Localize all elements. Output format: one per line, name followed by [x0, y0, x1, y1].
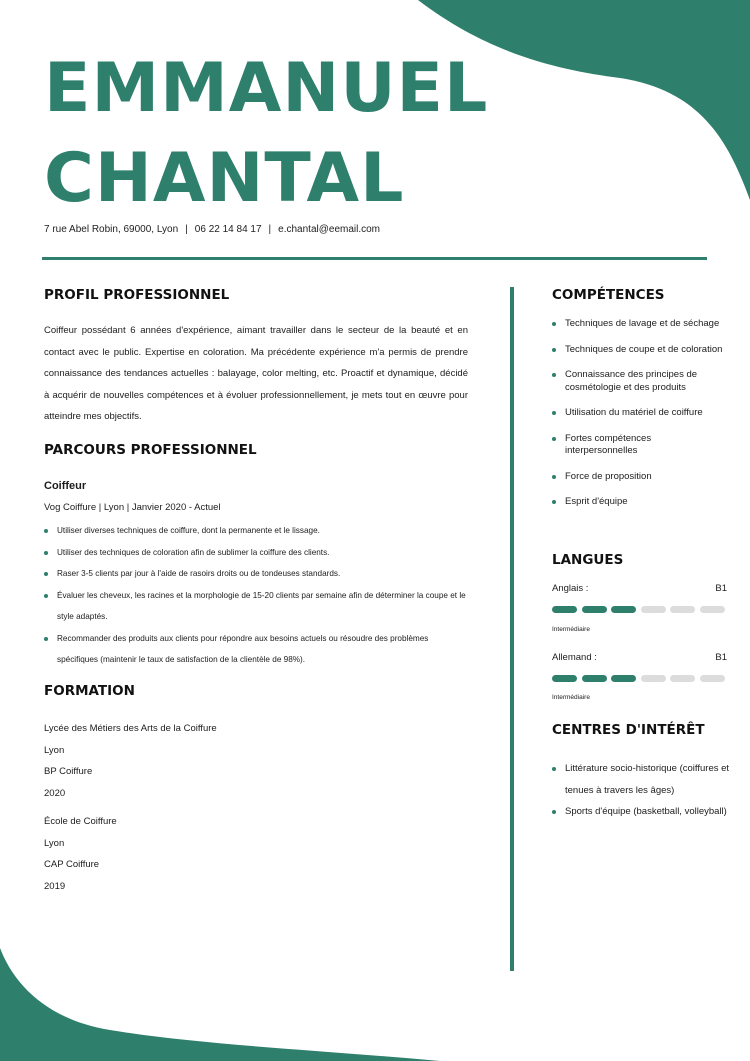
bottom-left-wave: [0, 948, 440, 1061]
job-meta: Vog Coiffure | Lyon | Janvier 2020 - Actuel: [44, 502, 221, 513]
skill-item: Utilisation du matériel de coiffure: [552, 407, 725, 420]
level-dot-filled: [611, 606, 636, 613]
language-level-code: B1: [715, 652, 727, 663]
duty-item: Évaluer les cheveux, les racines et la morphologie de 15-20 clients par semaine afin de déterminer la coupe et le style adaptés.: [44, 585, 468, 628]
level-dot-empty: [670, 675, 695, 682]
contact-separator: |: [268, 224, 272, 235]
level-dot-filled: [552, 675, 577, 682]
interests-heading: CENTRES D'INTÉRÊT: [552, 722, 705, 738]
language-level-label: Intermédiaire: [552, 626, 590, 633]
skills-heading: COMPÉTENCES: [552, 287, 665, 303]
skill-item: Techniques de coupe et de coloration: [552, 344, 725, 357]
skill-item: Force de proposition: [552, 471, 725, 484]
email-link[interactable]: e.chantal@eemail.com: [278, 224, 381, 235]
contact-line: [44, 224, 380, 235]
education-school: École de Coiffure: [44, 816, 117, 827]
experience-heading: PARCOURS PROFESSIONNEL: [44, 442, 257, 458]
level-dot-filled: [611, 675, 636, 682]
duty-item: Utiliser diverses techniques de coiffure, dont la permanente et le lissage.: [44, 520, 468, 542]
level-dot-filled: [552, 606, 577, 613]
education-gap: [44, 804, 217, 811]
language-row-german: [552, 652, 727, 663]
language-name: Allemand :: [552, 652, 597, 663]
job-title: Coiffeur: [44, 480, 87, 492]
education-city: Lyon: [44, 744, 65, 756]
duty-item: Utiliser des techniques de coloration afin de sublimer la coiffure des clients.: [44, 542, 468, 564]
interest-item: Sports d'équipe (basketball, volleyball): [552, 801, 735, 823]
language-level-bar: [552, 606, 727, 613]
education-list: [44, 718, 217, 897]
education-heading: FORMATION: [44, 683, 135, 699]
header-divider: [42, 257, 707, 260]
column-divider: [510, 287, 514, 971]
education-school: Lycée des Métiers des Arts de la Coiffure: [44, 723, 217, 734]
duty-item: Raser 3-5 clients par jour à l'aide de rasoirs droits ou de tondeuses standards.: [44, 563, 468, 585]
name-last: CHANTAL: [44, 139, 405, 218]
education-year: 2019: [44, 880, 66, 892]
level-dot-empty: [641, 675, 666, 682]
language-level-bar: [552, 675, 727, 682]
education-city: Lyon: [44, 837, 65, 849]
duties-list: [44, 520, 468, 671]
skill-item: Techniques de lavage et de séchage: [552, 318, 725, 331]
name-first: EMMANUEL: [44, 49, 489, 128]
level-dot-filled: [582, 675, 607, 682]
language-name: Anglais :: [552, 583, 589, 594]
skill-item: Esprit d'équipe: [552, 496, 725, 509]
level-dot-empty: [700, 675, 725, 682]
level-dot-empty: [700, 606, 725, 613]
skill-item: Connaissance des principes de cosmétologie et des produits: [552, 369, 725, 394]
education-year: 2020: [44, 787, 66, 799]
language-level-label: Intermédiaire: [552, 694, 590, 701]
education-diploma: BP Coiffure: [44, 766, 93, 777]
interests-list: [552, 758, 735, 823]
contact-separator: |: [185, 224, 188, 235]
languages-heading: LANGUES: [552, 552, 624, 568]
address-text: 7 rue Abel Robin, 69000, Lyon: [44, 224, 179, 235]
level-dot-empty: [641, 606, 666, 613]
profile-text: Coiffeur possédant 6 années d'expérience, aimant travailler dans le secteur de la beauté et en contact avec le public. Expertise en coloration. Ma précédente expérience m'a permis de prendre connaissance des tendances actuelles : balayage, color melting, etc. Proactif et dynamique, décidé à acquérir de nouvelles compétences et à évoluer professionnellement, je mets tout en œuvre pour atteindre mes objectifs.: [44, 325, 468, 422]
skill-item: Fortes compétences interpersonnelles: [552, 433, 725, 458]
level-dot-empty: [670, 606, 695, 613]
duty-item: Recommander des produits aux clients pour répondre aux besoins actuels ou résoudre des problèmes spécifiques (maintenir le taux de satisfaction de la clientèle de 98%).: [44, 628, 468, 671]
language-row-english: [552, 583, 727, 594]
level-dot-filled: [582, 606, 607, 613]
language-level-code: B1: [715, 583, 727, 594]
education-diploma: CAP Coiffure: [44, 859, 100, 870]
profile-heading: PROFIL PROFESSIONNEL: [44, 287, 230, 303]
candidate-name: [44, 44, 488, 224]
interest-item: Littérature socio-historique (coiffures et tenues à travers les âges): [552, 758, 735, 801]
phone-text: 06 22 14 84 17: [194, 224, 262, 235]
skills-list: [552, 318, 725, 522]
